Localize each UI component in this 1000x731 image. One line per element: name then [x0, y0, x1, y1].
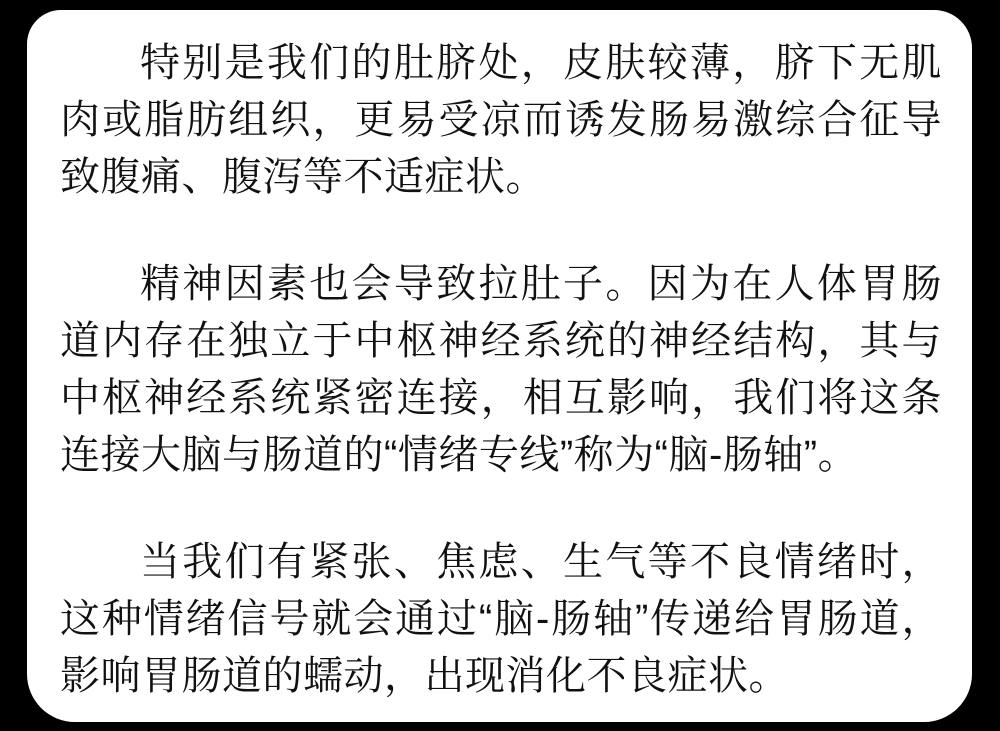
paragraph-emotion-signal: 当我们有紧张、焦虑、生气等不良情绪时，这种情绪信号就会通过“脑-肠轴”传递给胃肠道，影响胃肠道的蠕动，出现消化不良症状。: [60, 540, 942, 698]
article-body: [60, 35, 942, 705]
paragraph-mental-factors: 精神因素也会导致拉肚子。因为在人体胃肠道内存在独立于中枢神经系统的神经结构，其与中枢神经系统紧密连接，相互影响，我们将这条连接大脑与肠道的“情绪专线”称为“脑-肠轴”。: [60, 262, 942, 477]
paragraph-belly-button: 特别是我们的肚脐处，皮肤较薄，脐下无肌肉或脂肪组织，更易受凉而诱发肠易激综合征导致腹痛、腹泻等不适症状。: [60, 41, 942, 199]
article-card: [27, 10, 972, 722]
